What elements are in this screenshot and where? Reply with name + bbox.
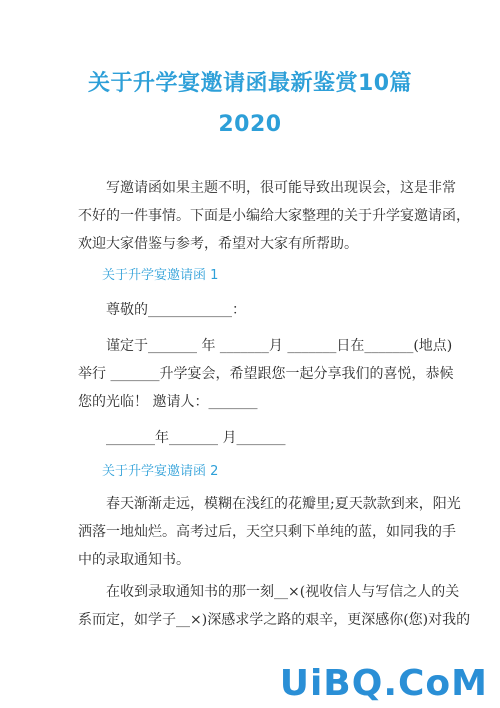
intro-line: 写邀请函如果主题不明，很可能导致出现误会，这是非常 — [106, 180, 456, 196]
paragraph-line: 洒落一地灿烂。高考过后，天空只剩下单纯的蓝，如同我的手 — [78, 524, 456, 540]
date-line — [78, 424, 424, 452]
intro-paragraph — [78, 174, 470, 258]
invitation-line: 谨定于_______ 年 _______月 _______日在_______(地点) — [106, 338, 453, 354]
paragraph-line: 春天渐渐走远，模糊在浅红的花瓣里;夏天款款到来，阳光 — [106, 496, 461, 512]
document-title-line-2: 2020 — [218, 112, 282, 137]
invitation-paragraph — [78, 332, 454, 416]
paragraph-line: 系而定，如学子__×)深感求学之路的艰辛，更深感你(您)对我的 — [78, 612, 471, 628]
paragraph-line: 在收到录取通知书的那一刻__×(视收信人与写信之人的关 — [106, 584, 460, 600]
section-2-paragraph-2 — [78, 578, 471, 634]
section-2-heading: 关于升学宴邀请函 2 — [102, 464, 219, 479]
salutation-line: 尊敬的____________： — [106, 302, 246, 318]
salutation — [78, 296, 424, 324]
date-line-text: _______年_______ 月_______ — [106, 430, 286, 446]
intro-line: 不好的一件事情。下面是小编给大家整理的关于升学宴邀请函， — [78, 208, 470, 224]
invitation-line: 您的光临！ 邀请人：_______ — [78, 394, 258, 410]
invitation-line: 举行 _______升学宴会，希望跟您一起分享我们的喜悦，恭候 — [78, 366, 454, 382]
watermark-logo: UiBQ.CoM — [279, 663, 488, 704]
section-2-paragraph-1 — [78, 490, 461, 574]
section-1-heading: 关于升学宴邀请函 1 — [102, 268, 219, 283]
document-title-line-1: 关于升学宴邀请函最新鉴赏10篇 — [87, 71, 413, 96]
intro-line: 欢迎大家借鉴与参考，希望对大家有所帮助。 — [78, 236, 358, 252]
paragraph-line: 中的录取通知书。 — [78, 552, 190, 568]
